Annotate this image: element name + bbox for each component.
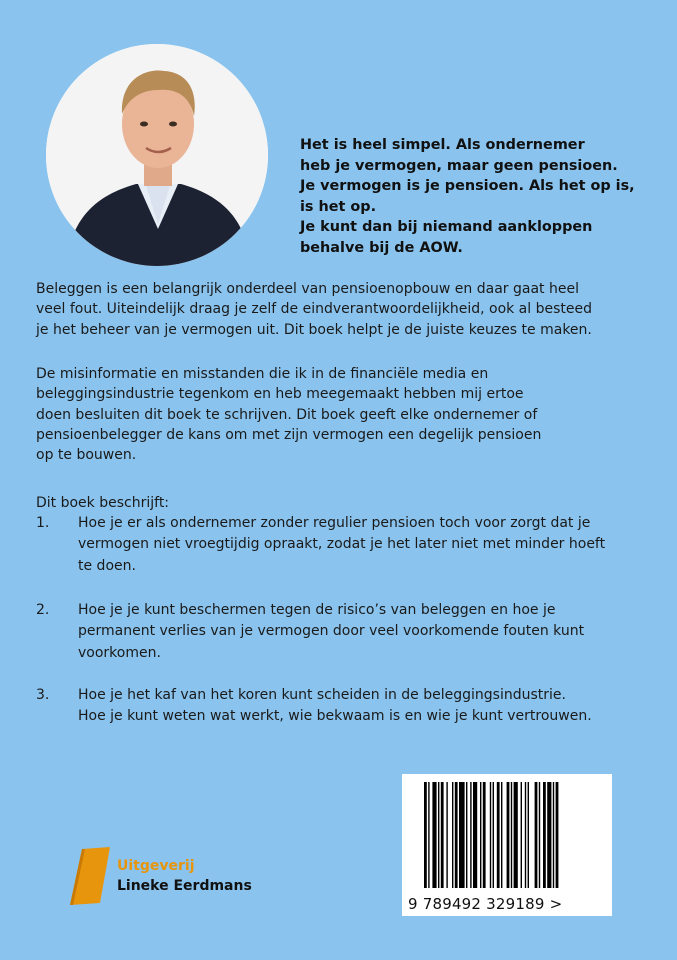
barcode-bar (432, 782, 436, 888)
barcode-bars (424, 782, 590, 888)
barcode-bar (493, 782, 494, 888)
quote-line: is het op. (300, 198, 377, 215)
barcode-bar (501, 782, 502, 888)
author-photo (46, 44, 268, 266)
barcode-bar (438, 782, 439, 888)
quote-line: behalve bij de AOW. (300, 239, 463, 256)
publisher-name-line1: Uitgeverij (117, 858, 195, 874)
paragraph-line: veel fout. Uiteindelijk draag je zelf de eindverantwoordelijkheid, ook al besteed (36, 301, 593, 318)
barcode-bar (521, 782, 522, 888)
barcode-bar (424, 782, 427, 888)
intro-quote (300, 135, 660, 258)
author-portrait-illustration (46, 44, 268, 266)
paragraph-line: Beleggen is een belangrijk onderdeel van pensioenopbouw en daar gaat heel (36, 281, 579, 297)
publisher-name-line2: Lineke Eerdmans (117, 878, 252, 894)
barcode-bar (466, 782, 467, 888)
list-item-number: 3. (36, 687, 50, 703)
list-item-number: 2. (36, 602, 50, 618)
list-item-line: Hoe je je kunt beschermen tegen de risico’s van beleggen en hoe je (78, 602, 556, 618)
list-item-number: 1. (36, 515, 50, 531)
barcode-bar (473, 782, 477, 888)
barcode-bar (497, 782, 500, 888)
barcode-bar (459, 782, 465, 888)
publisher-book-logo-icon (68, 845, 112, 907)
list-item-line: voorkomen. (78, 644, 161, 661)
list-item-line: vermogen niet vroegtijdig opraakt, zodat je het later niet met minder hoeft (78, 536, 606, 553)
quote-line: Je kunt dan bij niemand aankloppen (300, 219, 593, 235)
barcode-bar (556, 782, 559, 888)
list-item-line: te doen. (78, 557, 136, 574)
barcode-bar (547, 782, 551, 888)
barcode-bar (528, 782, 529, 888)
barcode-bar (535, 782, 538, 888)
paragraph-misinformatie (36, 364, 656, 465)
barcode-bar (490, 782, 491, 888)
barcode-bar (441, 782, 444, 888)
isbn-barcode (402, 774, 612, 916)
quote-line: Je vermogen is je pensioen. Als het op is, (300, 178, 635, 194)
barcode-bar (525, 782, 526, 888)
barcode-bar (455, 782, 458, 888)
paragraph-line: op te bouwen. (36, 447, 137, 464)
list-item-line: Hoe je het kaf van het koren kunt scheiden in de beleggingsindustrie. (78, 687, 566, 703)
list-item-line: Hoe je er als ondernemer zonder regulier pensioen toch voor zorgt dat je (78, 515, 591, 531)
paragraph-line: doen besluiten dit boek te schrijven. Dit boek geeft elke ondernemer of (36, 406, 538, 423)
paragraph-beleggen (36, 279, 656, 340)
barcode-bar (539, 782, 540, 888)
barcode-bar (452, 782, 453, 888)
paragraph-line: beleggingsindustrie tegenkom en heb meegemaakt hebben mij ertoe (36, 386, 524, 403)
barcode-bar (428, 782, 429, 888)
barcode-bar (480, 782, 481, 888)
paragraph-line: De misinformatie en misstanden die ik in de financiële media en (36, 366, 489, 382)
quote-line: Het is heel simpel. Als ondernemer (300, 137, 585, 153)
paragraph-line: je het beheer van je vermogen uit. Dit boek helpt je de juiste keuzes te maken. (36, 321, 592, 338)
quote-line: heb je vermogen, maar geen pensioen. (300, 157, 618, 174)
barcode-bar (543, 782, 546, 888)
barcode-bar (483, 782, 486, 888)
barcode-bar (470, 782, 471, 888)
list-item-line: Hoe je kunt weten wat werkt, wie bekwaam is en wie je kunt vertrouwen. (78, 708, 592, 725)
isbn-number: 9 789492 329189 > (408, 895, 563, 913)
barcode-bar (553, 782, 554, 888)
barcode-bar (507, 782, 510, 888)
paragraph-line: pensioenbelegger de kans om met zijn vermogen een degelijk pensioen (36, 426, 542, 443)
barcode-bar (446, 782, 447, 888)
list-item-line: permanent verlies van je vermogen door veel voorkomende fouten kunt (78, 623, 585, 640)
barcode-bar (511, 782, 512, 888)
list-title: Dit boek beschrijft: (36, 495, 170, 511)
barcode-bar (514, 782, 518, 888)
